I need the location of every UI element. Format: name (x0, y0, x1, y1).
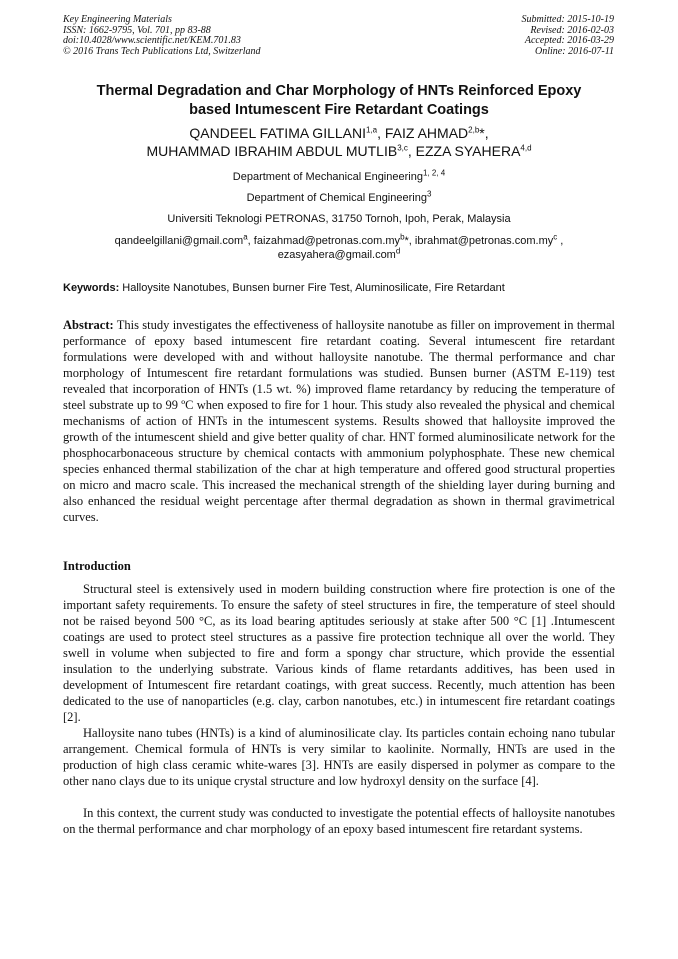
intro-paragraph-3: In this context, the current study was conducted to investigate the potential effects of halloysite nanotubes on the thermal performance and char morphology of an epoxy based intumescent fire retardant systems. (63, 806, 615, 836)
title-line-2: based Intumescent Fire Retardant Coatings (189, 102, 489, 118)
email-link: ezasyahera@gmail.com (277, 249, 396, 261)
introduction-heading: Introduction (63, 559, 131, 573)
affiliation-mechanical (40, 170, 638, 184)
author-name: EZZA SYAHERA (415, 143, 521, 159)
author-list (30, 124, 648, 160)
corresponding-mark: *, (479, 125, 489, 141)
affiliation-text: Department of Chemical Engineering (246, 192, 427, 204)
issn-line: ISSN: 1662-9795, Vol. 701, pp 83-88 (63, 24, 211, 36)
dates-header (522, 15, 615, 57)
affiliation-university: Universiti Teknologi PETRONAS, 31750 Tornoh, Ipoh, Perak, Malaysia (167, 213, 511, 225)
journal-name: Key Engineering Materials (63, 14, 172, 25)
email-superscript: b (400, 232, 405, 242)
online-date: Online: 2016-07-11 (535, 45, 614, 57)
email-line-2 (40, 248, 638, 262)
author-superscript: 4,d (520, 143, 532, 153)
author-name: MUHAMMAD IBRAHIM ABDUL MUTLIB (146, 143, 398, 159)
submitted-date: Submitted: 2015-10-19 (521, 14, 614, 25)
author-superscript: 1,a (366, 125, 378, 135)
copyright-line: © 2016 Trans Tech Publications Ltd, Switzerland (63, 45, 261, 57)
revised-date: Revised: 2016-02-03 (530, 24, 614, 36)
author-separator: , (407, 143, 416, 159)
affiliation-superscript: 1, 2, 4 (422, 168, 446, 178)
doi-line: doi:10.4028/www.scientific.net/KEM.701.83 (63, 35, 241, 46)
email-link: qandeelgillani@gmail.com (114, 235, 244, 247)
title-line-1: Thermal Degradation and Char Morphology of HNTs Reinforced Epoxy (96, 83, 582, 99)
paper-title (40, 82, 638, 120)
accepted-date: Accepted: 2016-03-29 (524, 35, 614, 46)
author-separator: , (377, 125, 385, 141)
journal-header (63, 15, 261, 57)
email-superscript: d (395, 246, 401, 256)
affiliation-superscript: 3 (426, 189, 432, 199)
email-line-1 (40, 234, 638, 248)
affiliation-text: Department of Mechanical Engineering (232, 171, 423, 183)
email-link: , faizahmad@petronas.com.my (247, 235, 401, 247)
keywords-label: Keywords: (63, 282, 120, 294)
keywords (63, 281, 623, 295)
email-superscript: c (553, 232, 558, 242)
email-separator: , (557, 235, 564, 247)
email-superscript: a (243, 232, 248, 242)
email-link: *, ibrahmat@petronas.com.my (404, 235, 554, 247)
author-name: QANDEEL FATIMA GILLANI (189, 125, 366, 141)
intro-paragraph-1: Structural steel is extensively used in modern building construction where fire protection is one of the important safety requirements. To ensure the safety of steel structures in fire, the temperature of steel should not be raised beyond 500 °C, as its load bearing aptitudes seriously at stake after 500 °C [1] .Intumescent coatings are used to protect steel structures as a passive fire protection technique all over the world. They swell in volume when subjected to fire and form a spongy char structure, which provide the essential insulation to the underlying substrate. Various kinds of flame retardants additives, has been used in development of Intumescent fire retardant coatings, with great success. Recently, much attention has been dedicated to the use of nanoparticles (e.g. clay, carbon nanotubes, etc.) in intumescent fire retardant coatings [2]. (63, 582, 615, 724)
keywords-text: Halloysite Nanotubes, Bunsen burner Fire Test, Aluminosilicate, Fire Retardant (119, 282, 505, 294)
author-superscript: 3,c (397, 143, 408, 153)
intro-paragraph-2: Halloysite nano tubes (HNTs) is a kind of aluminosilicate clay. Its particles contain echoing nano tubular arrangement. Chemical formula of HNTs is very similar to kaolinite. Normally, HNTs are used in the production of high class ceramic white-wares [3]. HNTs are easily dispersed in polymer as compare to the other nano clays due to its unique crystal structure and low hydroxyl density on the surface [4]. (63, 726, 615, 788)
author-line-1 (30, 124, 648, 142)
author-name: FAIZ AHMAD (384, 125, 469, 141)
affiliation-chemical (40, 191, 638, 205)
author-line-2 (30, 142, 648, 160)
abstract (63, 317, 615, 525)
author-superscript: 2,b (468, 125, 480, 135)
abstract-text: This study investigates the effectiveness of halloysite nanotube as filler on improvement in thermal performance of epoxy based intumescent fire retardant coating. Several intumescent fire retardant formulations were developed with and without halloysite nanotube. The thermal performance and char morphology of Intumescent fire retardant formulations was studied. Bunsen burner (ASTM E-119) test revealed that incorporation of HNTs (1.5 wt. %) improved flame retardancy by reducing the temperature of steel substrate up to 99 ºC when exposed to fire for 1 hour. This study also revealed the physical and chemical mechanisms of action of HNTs in the intumescent systems. Results showed that halloysite improved the growth of the intumescent shield and give better quality of char. HNT formed aluminosilicate network for the phosphocarbonaceous structure by chemical contacts with ammonium polyphosphate. These new chemical species enhanced thermal stabilization of the char at high temperature and offered good structural properties on micro and macro scale. This increased the mechanical strength of the shielding layer during burning and also enhanced the residual weight percentage after thermal degradation as shown in thermal gravimetrical curves. (63, 318, 615, 524)
abstract-label: Abstract: (63, 318, 114, 332)
